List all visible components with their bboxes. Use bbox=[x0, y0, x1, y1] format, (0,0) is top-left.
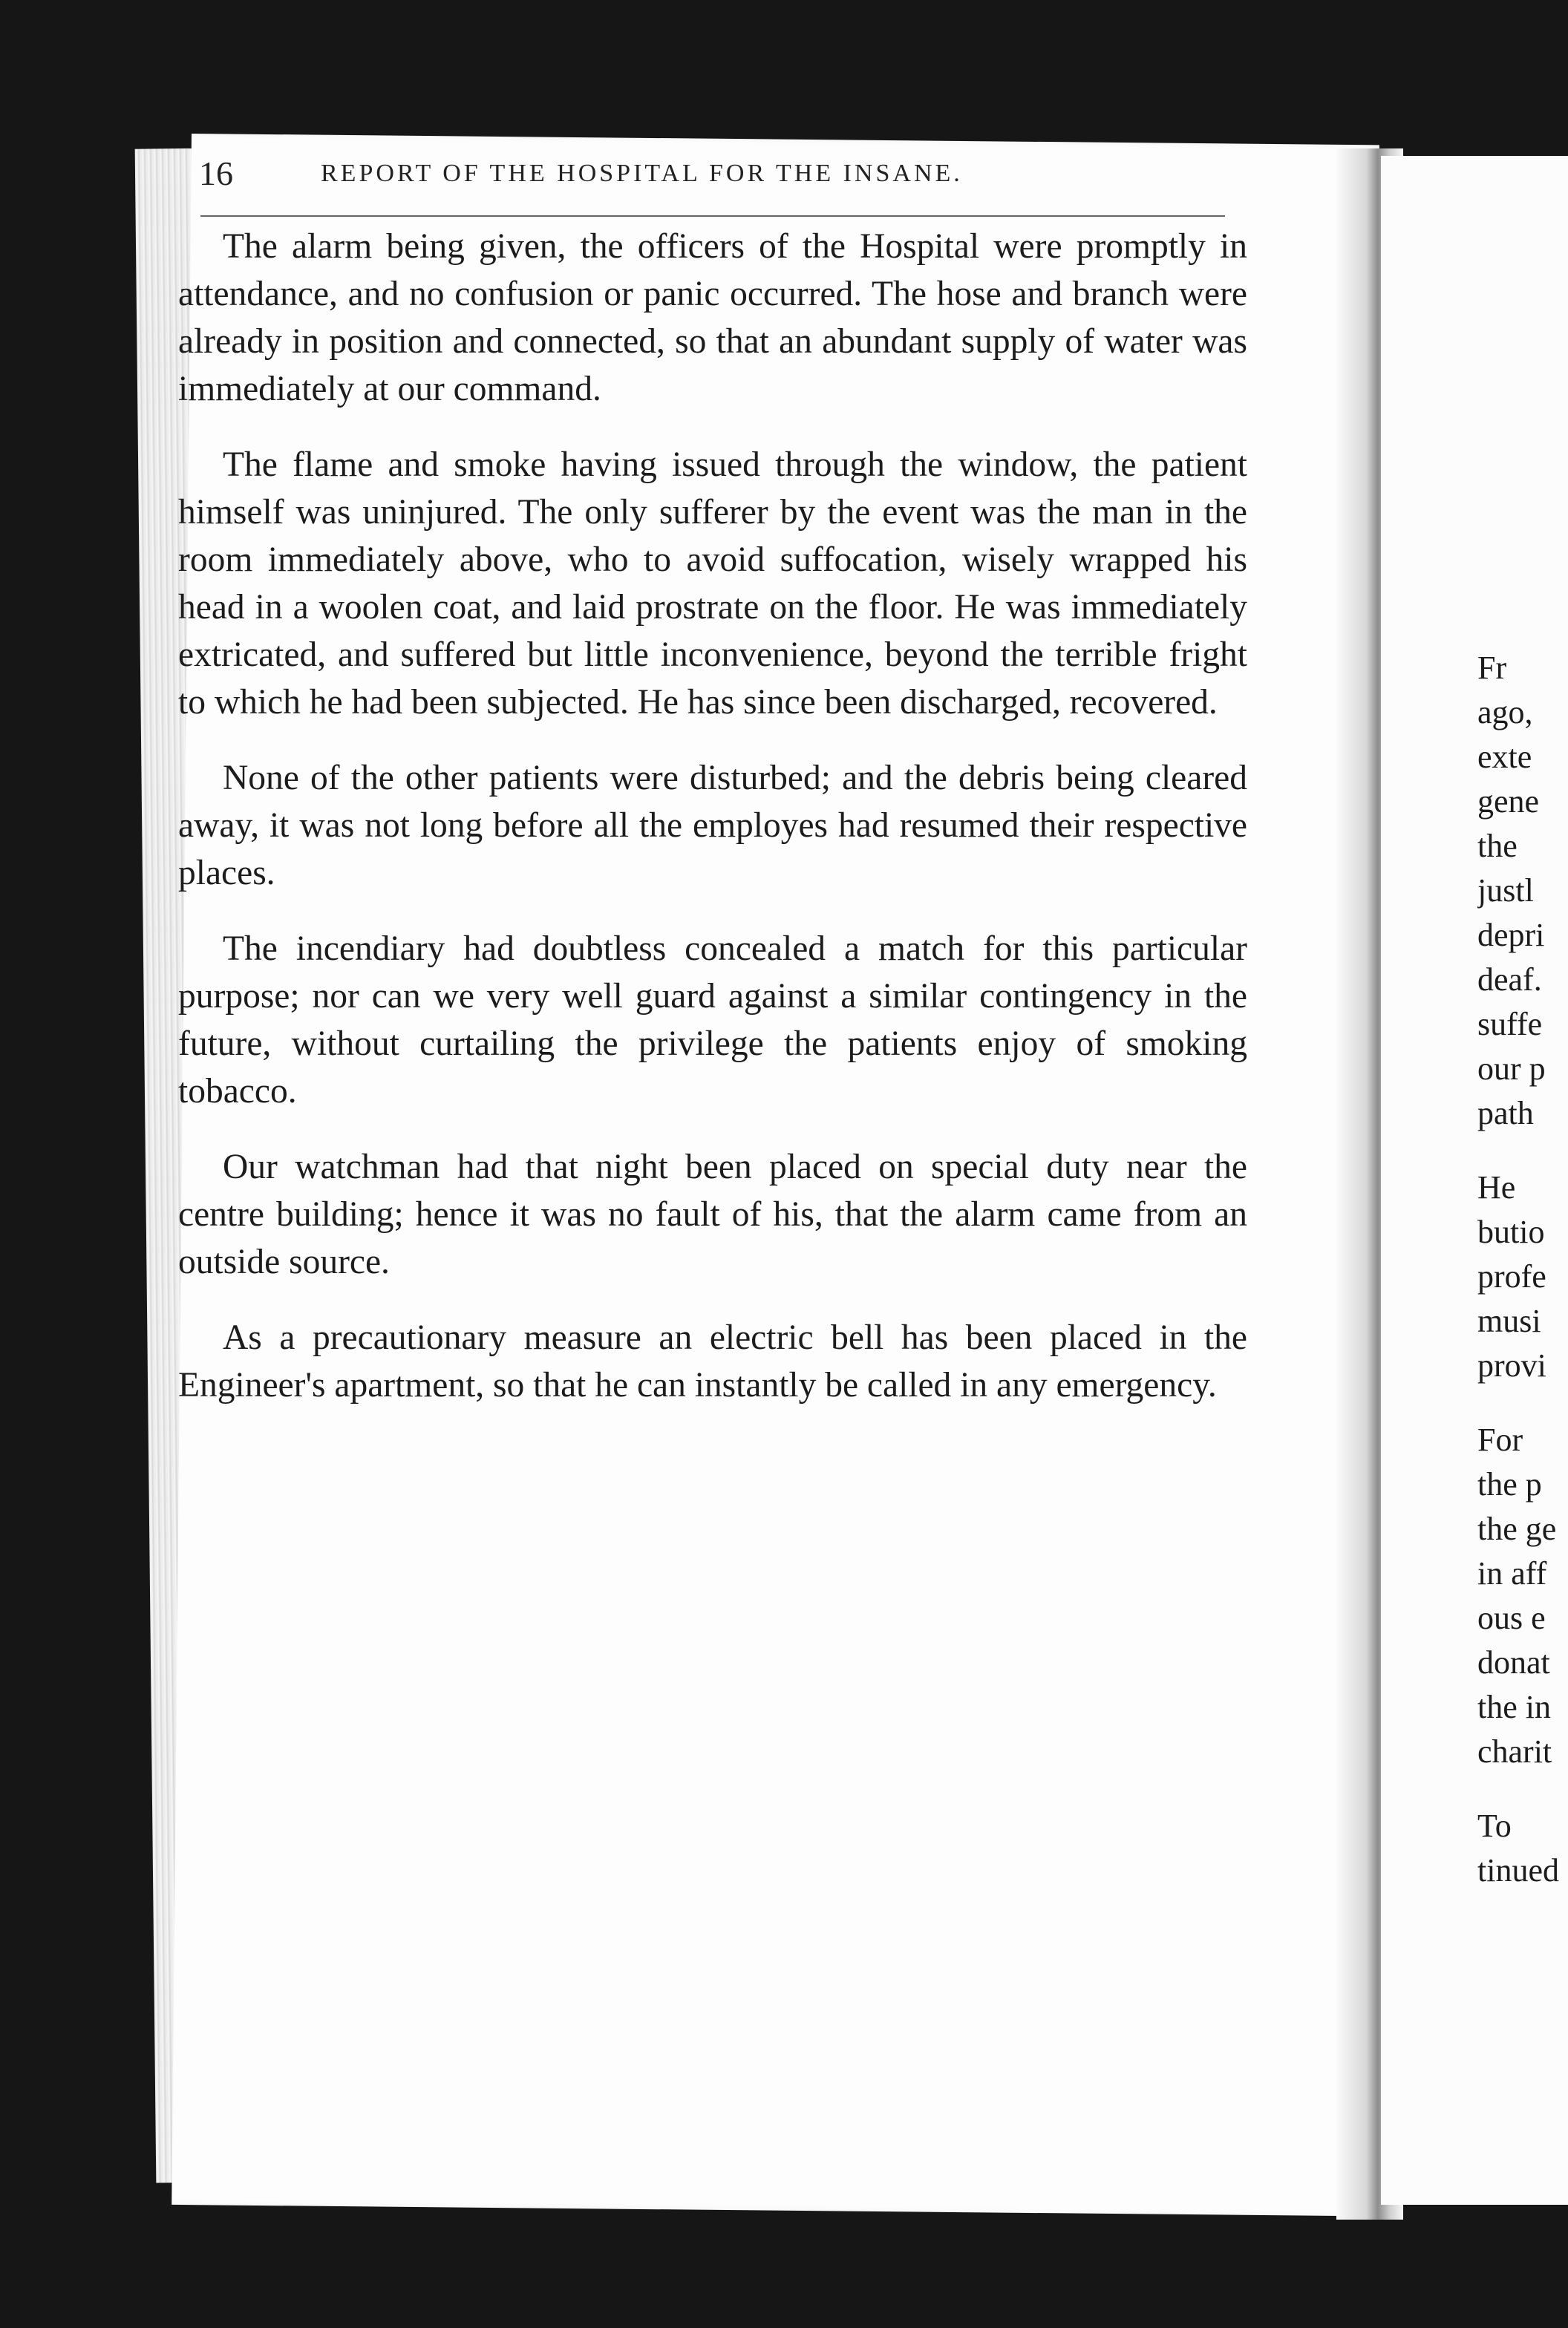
text-fragment: the in bbox=[1477, 1689, 1551, 1725]
page-number: 16 bbox=[199, 154, 233, 192]
text-fragment: the p bbox=[1477, 1466, 1542, 1503]
text-fragment: butio bbox=[1477, 1214, 1545, 1250]
text-fragment: Fr bbox=[1477, 650, 1507, 686]
text-fragment: charit bbox=[1477, 1733, 1552, 1770]
text-fragment: ous e bbox=[1477, 1600, 1546, 1636]
text-fragment: suffe bbox=[1477, 1006, 1543, 1042]
text-fragment: He bbox=[1477, 1169, 1516, 1206]
paragraph: The alarm being given, the officers of the Hospital were promptly in attendance, and no confusion or panic occurred. The hose and branch were already in position and connected, so that an abundant supply of water was immediately at our command. bbox=[178, 227, 1247, 408]
text-fragment: ago, bbox=[1477, 694, 1533, 730]
running-title: REPORT OF THE HOSPITAL FOR THE INSANE. bbox=[321, 160, 963, 187]
text-fragment: our p bbox=[1477, 1050, 1546, 1087]
paragraph: Our watchman had that night been placed on special duty near the centre building; hence it was no fault of his, that the alarm came from an outside source. bbox=[178, 1148, 1247, 1281]
text-fragment: justl bbox=[1477, 872, 1534, 909]
text-fragment: the ge bbox=[1477, 1511, 1557, 1547]
paragraph: The incendiary had doubtless concealed a match for this particular purpose; nor can we very well guard against a similar contingency in the future, without curtailing the privilege the patients enjoy of smoking tobacco. bbox=[178, 929, 1247, 1111]
text-fragment: musi bbox=[1477, 1303, 1541, 1339]
paragraph: The flame and smoke having issued through the window, the patient himself was uninjured. The only sufferer by the event was the man in the room immediately above, who to avoid suffocation, wisely wrapped his head in a woolen coat, and laid prostrate on the floor. He was immediately extricated, and suffered but little inconvenience, beyond the terrible fright to which he had been subjected. He has since been discharged, recovered. bbox=[178, 445, 1247, 722]
header-rule bbox=[200, 215, 1225, 217]
text-fragment: For bbox=[1477, 1422, 1523, 1458]
text-fragment: provi bbox=[1477, 1347, 1546, 1384]
text-fragment: exte bbox=[1477, 739, 1532, 775]
text-fragment: deaf. bbox=[1477, 961, 1542, 998]
paragraph: None of the other patients were disturbed; and the debris being cleared away, it was not long before all the employes had resumed their respective places. bbox=[178, 759, 1247, 892]
text-fragment: depri bbox=[1477, 917, 1545, 953]
paragraph: As a precautionary measure an electric bell has been placed in the Engineer's apartment, so that he can instantly be called in any emergency. bbox=[178, 1318, 1247, 1405]
text-fragment: To bbox=[1477, 1808, 1512, 1844]
text-fragment: the bbox=[1477, 828, 1518, 864]
text-fragment: in aff bbox=[1477, 1555, 1547, 1592]
page-header bbox=[199, 145, 1238, 204]
body-text bbox=[178, 223, 1247, 1437]
text-fragment: tinued bbox=[1477, 1852, 1559, 1889]
text-fragment: gene bbox=[1477, 783, 1540, 820]
text-fragment: path bbox=[1477, 1095, 1534, 1131]
text-fragment: profe bbox=[1477, 1258, 1546, 1295]
text-fragment: donat bbox=[1477, 1644, 1550, 1681]
facing-page-text bbox=[1477, 646, 1568, 1893]
